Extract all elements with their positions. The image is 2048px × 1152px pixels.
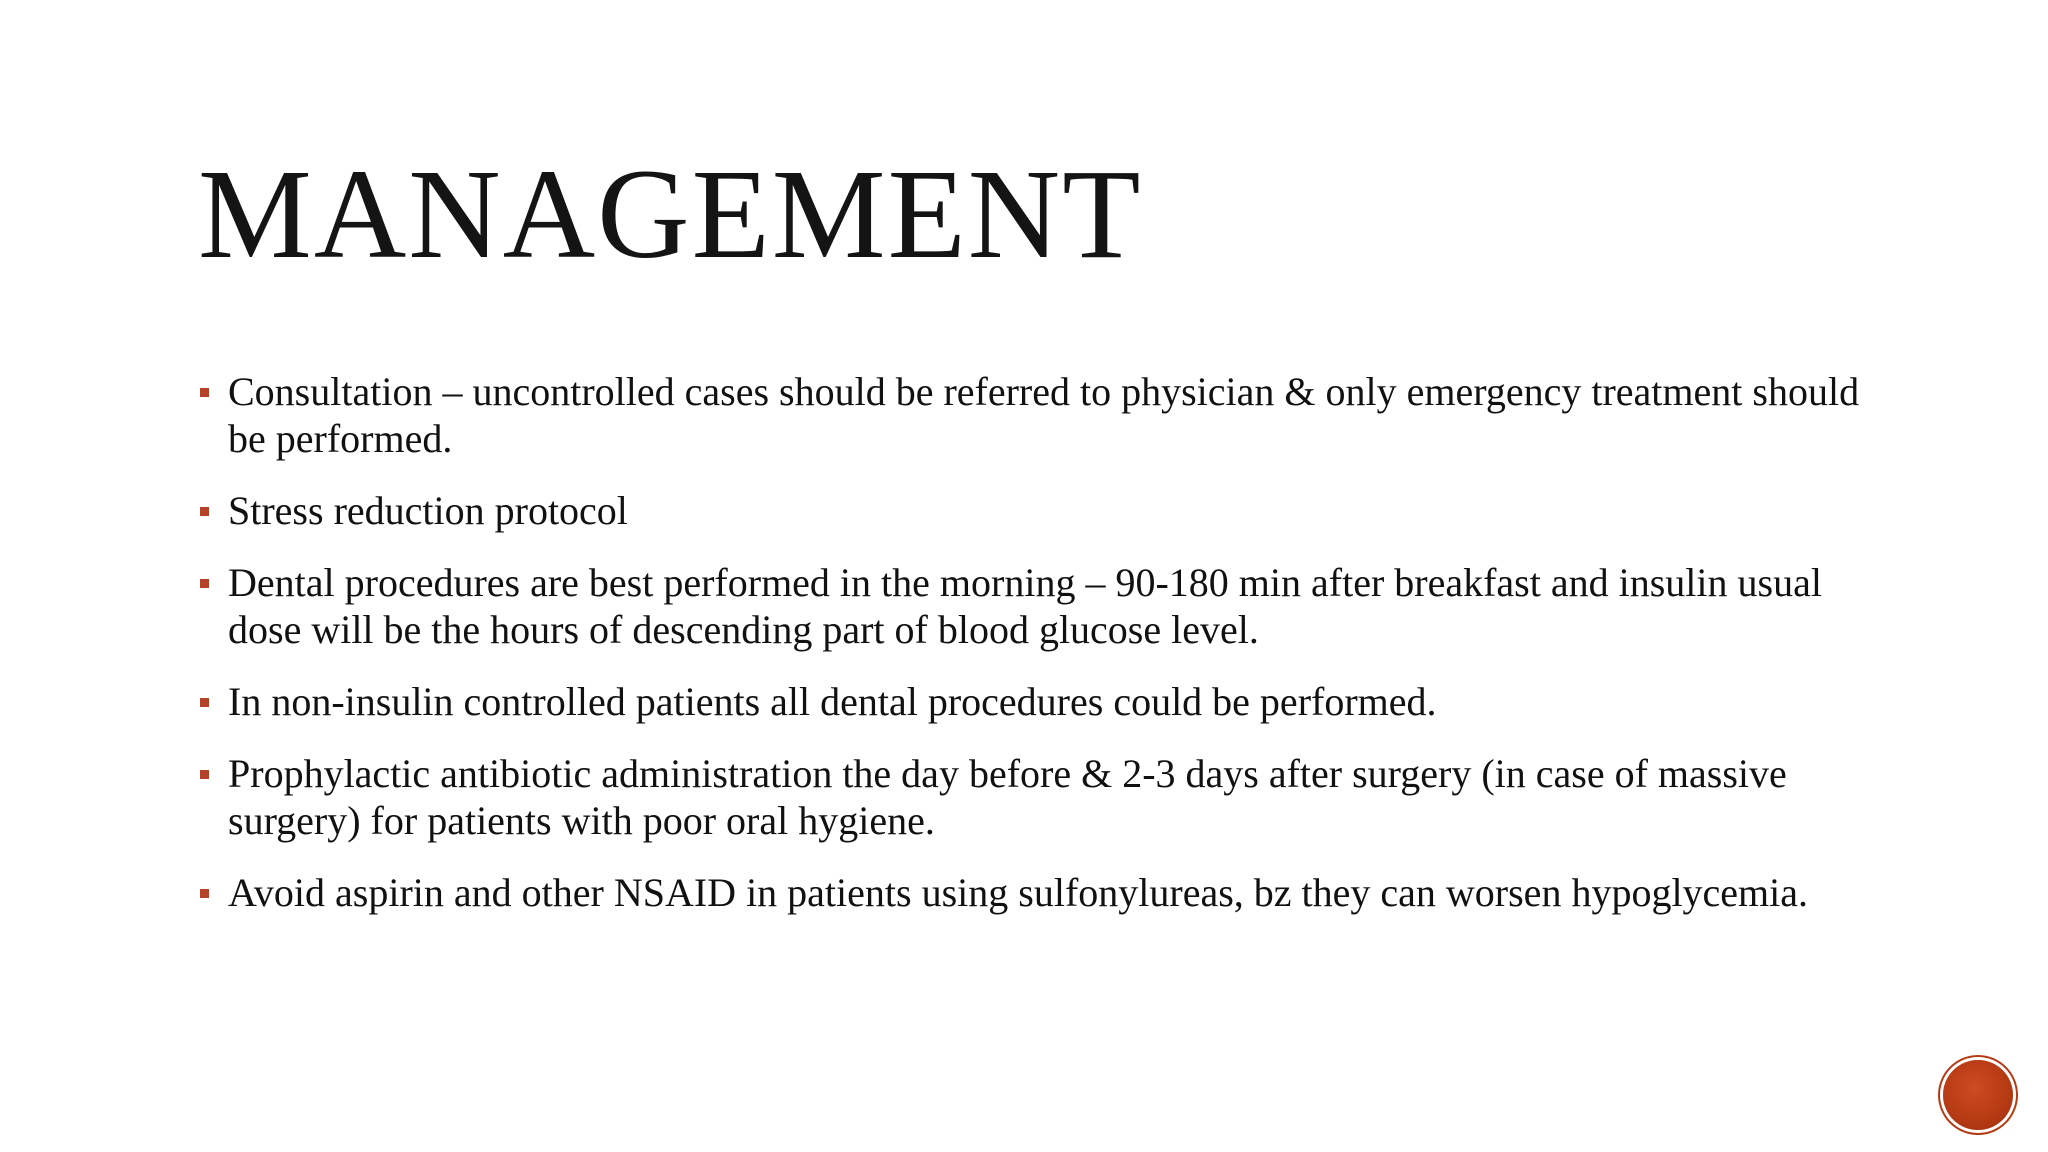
bullet-item [196,869,1896,916]
bullet-list [196,368,1896,941]
bullet-item [196,559,1896,653]
bullet-item [196,750,1896,844]
square-bullet-icon [200,579,209,588]
bullet-text: Prophylactic antibiotic administration the day before & 2-3 days after surgery (in case of massive surgery) for patients with poor oral hygiene. [228,751,1787,843]
bullet-item [196,368,1896,462]
square-bullet-icon [200,889,209,898]
square-bullet-icon [200,770,209,779]
slide-nav-button[interactable] [1943,1060,2013,1130]
bullet-text: Dental procedures are best performed in the morning – 90-180 min after breakfast and insulin usual dose will be the hours of descending part of blood glucose level. [228,560,1822,652]
bullet-text: Avoid aspirin and other NSAID in patients using sulfonylureas, bz they can worsen hypoglycemia. [228,870,1809,915]
square-bullet-icon [200,507,209,516]
square-bullet-icon [200,388,209,397]
bullet-item [196,678,1896,725]
bullet-text: In non-insulin controlled patients all dental procedures could be performed. [228,679,1437,724]
slide-title: MANAGEMENT [198,143,1143,285]
bullet-item [196,487,1896,534]
bullet-text: Stress reduction protocol [228,488,628,533]
square-bullet-icon [200,698,209,707]
bullet-text: Consultation – uncontrolled cases should be referred to physician & only emergency treatment should be performed. [228,369,1860,461]
